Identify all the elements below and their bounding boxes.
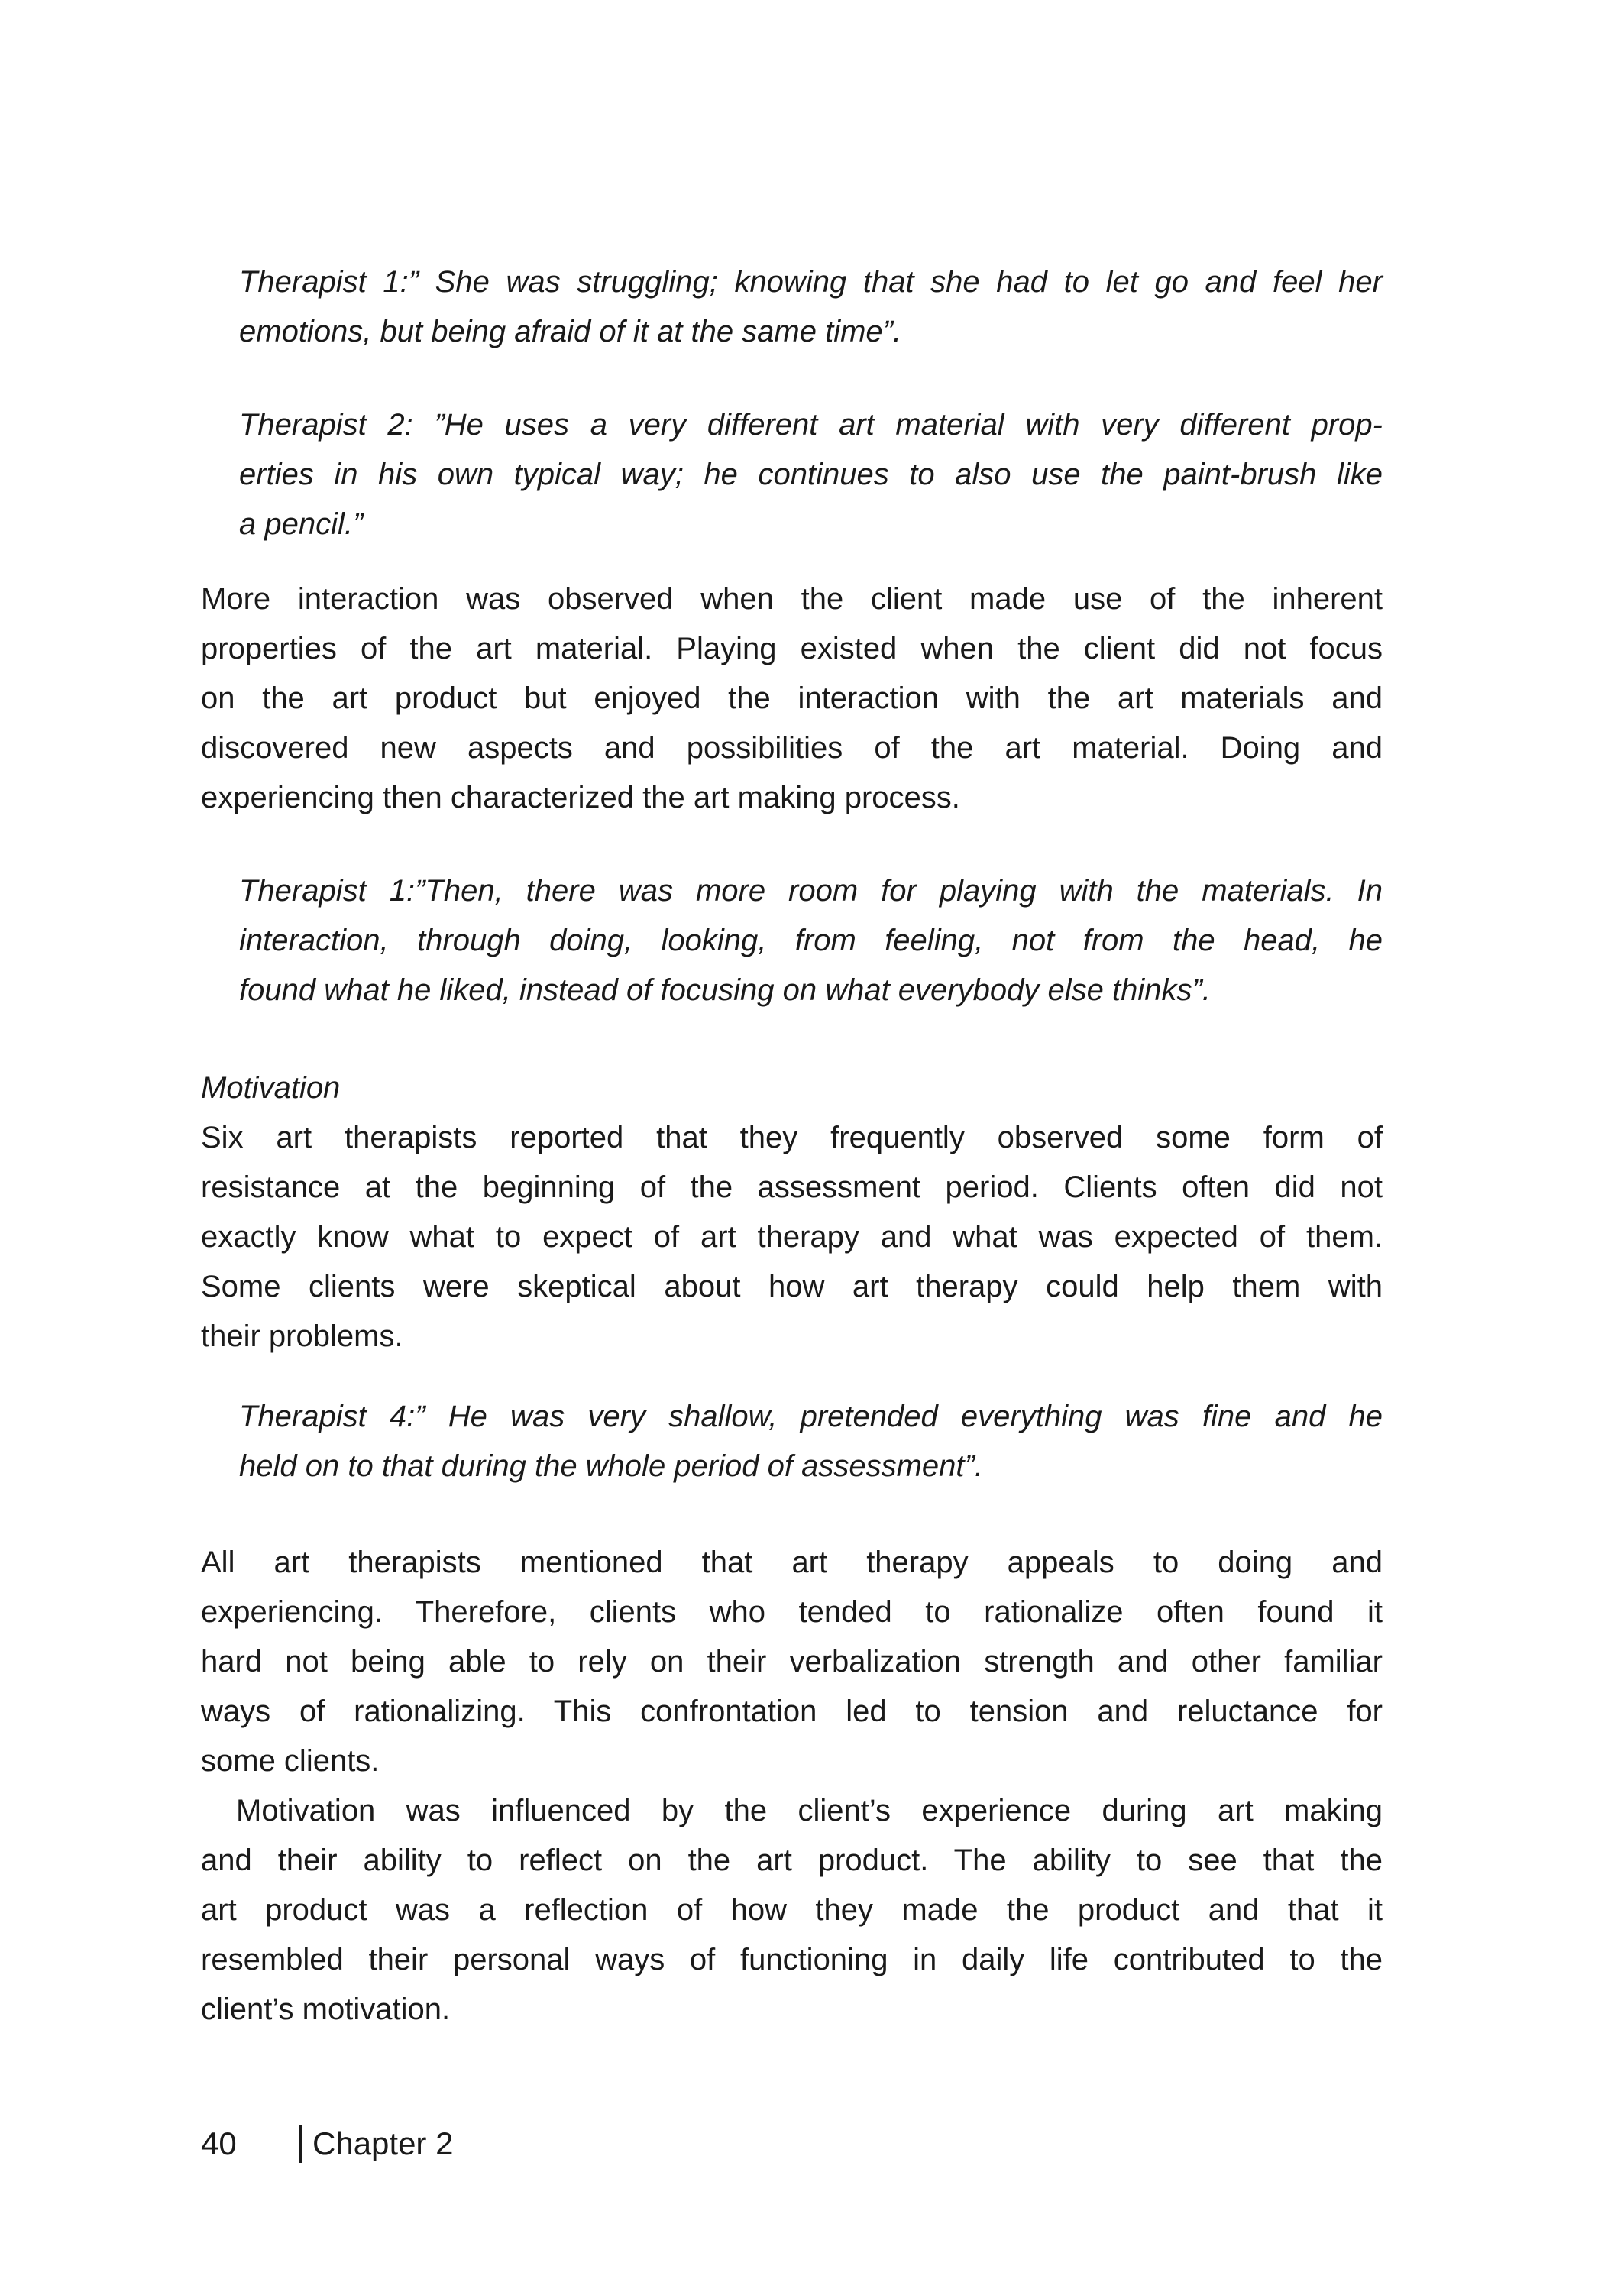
- text-line: Motivation was influenced by the client’s experience during art making: [236, 1794, 1383, 1827]
- text-line: ways of rationalizing. This confrontation led to tension and reluctance for: [201, 1695, 1383, 1728]
- text-line: experiencing then characterized the art making process.: [201, 781, 960, 814]
- text-line: Therapist 4:” He was very shallow, pretended everything was fine and he: [239, 1400, 1383, 1433]
- text-line: discovered new aspects and possibilities of the art material. Doing and: [201, 731, 1383, 765]
- paragraph-more-interaction: [201, 575, 1383, 823]
- text-line: Therapist 1:”Then, there was more room for playing with the materials. In: [239, 874, 1383, 908]
- text-column: [201, 257, 1383, 2035]
- paragraph-all-art-therapists: [201, 1538, 1383, 1786]
- text-line: experiencing. Therefore, clients who tended to rationalize often found it: [201, 1595, 1383, 1629]
- footer: [201, 2124, 453, 2164]
- text-line: resembled their personal ways of functioning in daily life contributed to the: [201, 1943, 1383, 1976]
- text-line: emotions, but being afraid of it at the same time”.: [239, 315, 902, 348]
- text-line: a pencil.”: [239, 507, 364, 541]
- text-line: client’s motivation.: [201, 1993, 451, 2026]
- text-line: More interaction was observed when the client made use of the inherent: [201, 582, 1383, 616]
- paragraph-six-art-therapists: [201, 1113, 1383, 1361]
- page-number: 40: [201, 2125, 237, 2161]
- text-line: found what he liked, instead of focusing on what everybody else thinks”.: [239, 973, 1211, 1007]
- text-line: on the art product but enjoyed the interaction with the art materials and: [201, 681, 1383, 715]
- text-line: interaction, through doing, looking, from feeling, not from the head, he: [239, 924, 1383, 957]
- quote-therapist-2: [239, 400, 1383, 549]
- text-line: their problems.: [201, 1319, 403, 1353]
- text-line: art product was a reflection of how they made the product and that it: [201, 1893, 1383, 1927]
- text-line: properties of the art material. Playing existed when the client did not focus: [201, 632, 1383, 665]
- text-line: Six art therapists reported that they frequently observed some form of: [201, 1121, 1383, 1154]
- text-line: resistance at the beginning of the assessment period. Clients often did not: [201, 1170, 1383, 1204]
- text-line: hard not being able to rely on their verbalization strength and other familiar: [201, 1645, 1383, 1679]
- text-line: All art therapists mentioned that art therapy appeals to doing and: [201, 1546, 1383, 1579]
- chapter-divider-bar: [299, 2125, 302, 2163]
- chapter-label: Chapter 2: [312, 2125, 454, 2161]
- text-line: Therapist 1:” She was struggling; knowing that she had to let go and feel her: [239, 265, 1383, 299]
- text-line: Therapist 2: ”He uses a very different art material with very different prop-: [239, 408, 1383, 442]
- text-line: erties in his own typical way; he continues to also use the paint-brush like: [239, 458, 1383, 491]
- text-line: and their ability to reflect on the art product. The ability to see that the: [201, 1844, 1383, 1877]
- quote-therapist-1b: [239, 866, 1383, 1015]
- text-line: held on to that during the whole period of assessment”.: [239, 1449, 983, 1483]
- quote-therapist-4: [239, 1392, 1383, 1491]
- paragraph-motivation-influenced: [201, 1786, 1383, 2035]
- quote-therapist-1a: [239, 257, 1383, 357]
- text-line: exactly know what to expect of art therapy and what was expected of them.: [201, 1220, 1383, 1254]
- text-line: Some clients were skeptical about how art therapy could help them with: [201, 1270, 1383, 1303]
- text-line: Motivation: [201, 1071, 341, 1105]
- heading-motivation: [201, 1063, 1383, 1113]
- text-line: some clients.: [201, 1744, 380, 1778]
